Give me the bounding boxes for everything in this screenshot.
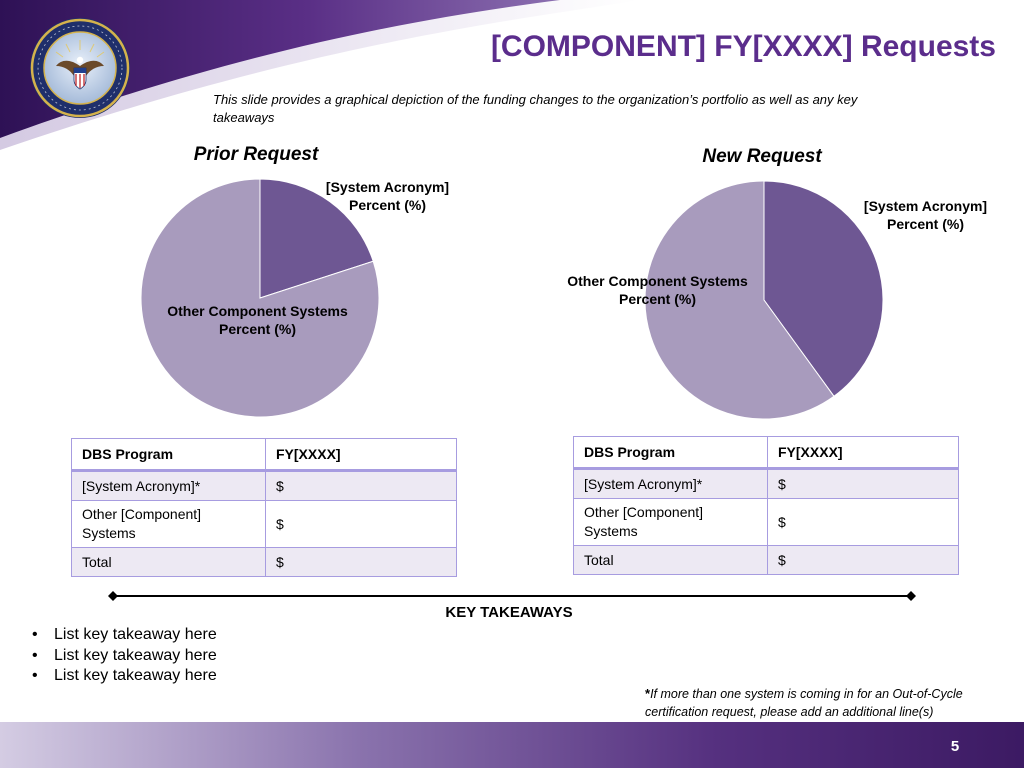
bullet-icon: • bbox=[32, 667, 38, 684]
table-cell: Total bbox=[72, 548, 266, 577]
table-cell: $ bbox=[266, 501, 457, 548]
page-title: [COMPONENT] FY[XXXX] Requests bbox=[490, 30, 996, 63]
table-cell: $ bbox=[266, 471, 457, 501]
table-cell: Total bbox=[574, 546, 768, 575]
takeaway-text: List key takeaway here bbox=[54, 667, 217, 684]
table-row bbox=[72, 471, 457, 501]
table-cell: [System Acronym]* bbox=[574, 469, 768, 499]
prior-request-table bbox=[71, 438, 457, 577]
table-row bbox=[72, 501, 457, 548]
table-row bbox=[72, 548, 457, 577]
list-item bbox=[32, 666, 217, 687]
slide-description: This slide provides a graphical depiction of the funding changes to the organization’s portfolio as well as any key takeaways bbox=[213, 92, 858, 125]
prior-request-chart-title: Prior Request bbox=[193, 144, 319, 165]
table-header-cell: DBS Program bbox=[574, 437, 768, 469]
table-row bbox=[574, 546, 959, 575]
footnote-text: If more than one system is coming in for an Out-of-Cycle certification request, please add an additional line(s) bbox=[645, 687, 963, 719]
table-header-row bbox=[72, 439, 457, 471]
takeaway-text: List key takeaway here bbox=[54, 626, 217, 643]
table-cell: $ bbox=[768, 469, 959, 499]
takeaway-text: List key takeaway here bbox=[54, 646, 217, 664]
key-takeaways-list bbox=[32, 625, 217, 687]
footnote-marker: * bbox=[645, 686, 651, 701]
list-item bbox=[32, 625, 217, 646]
new-request-chart-title: New Request bbox=[702, 146, 822, 167]
key-takeaways-divider bbox=[108, 591, 916, 601]
table-cell: $ bbox=[768, 546, 959, 575]
table-header-cell: FY[XXXX] bbox=[768, 437, 959, 469]
table-header-row bbox=[574, 437, 959, 469]
list-item bbox=[32, 646, 217, 667]
prior-request-system-slice-label: [System Acronym] Percent (%) bbox=[325, 179, 450, 213]
table-row bbox=[574, 469, 959, 499]
table-cell: Other [Component] Systems bbox=[574, 499, 768, 546]
bullet-icon: • bbox=[32, 646, 38, 664]
table-header-cell: FY[XXXX] bbox=[266, 439, 457, 471]
table-row bbox=[574, 499, 959, 546]
table-header-cell: DBS Program bbox=[72, 439, 266, 471]
table-cell: $ bbox=[266, 548, 457, 577]
new-request-system-slice-label: [System Acronym] Percent (%) bbox=[863, 198, 988, 232]
table-cell: Other [Component] Systems bbox=[72, 501, 266, 548]
key-takeaways-heading: KEY TAKEAWAYS bbox=[445, 604, 573, 621]
footnote bbox=[645, 685, 1020, 721]
dod-seal-icon bbox=[30, 18, 130, 118]
prior-request-other-slice-label: Other Component Systems Percent (%) bbox=[167, 303, 348, 337]
page-number: 5 bbox=[950, 738, 960, 755]
new-request-other-slice-label: Other Component Systems Percent (%) bbox=[567, 273, 748, 307]
new-request-table bbox=[573, 436, 959, 575]
bullet-icon: • bbox=[32, 626, 38, 643]
table-cell: [System Acronym]* bbox=[72, 471, 266, 501]
table-cell: $ bbox=[768, 499, 959, 546]
